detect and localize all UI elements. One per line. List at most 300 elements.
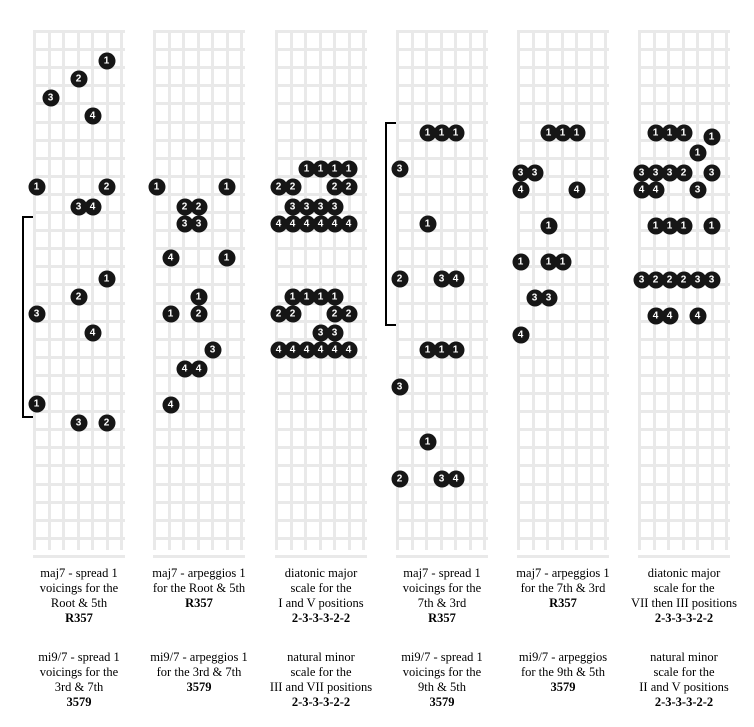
finger-dot: 4 (647, 182, 664, 199)
fret-line (396, 193, 488, 196)
fret-line (517, 211, 609, 214)
fret-line (638, 247, 730, 250)
fret-line (33, 464, 125, 467)
caption-line: for the 7th & 3rd (520, 581, 606, 595)
fret-line (275, 48, 367, 51)
fret-line (396, 121, 488, 124)
finger-dot: 2 (391, 471, 408, 488)
string-line (348, 30, 351, 550)
caption-code: 2-3-3-3-2-2 (654, 695, 714, 709)
finger-dot: 3 (28, 306, 45, 323)
fret-line (396, 302, 488, 305)
caption-top (383, 566, 501, 626)
caption-code: R357 (428, 611, 456, 625)
caption-bottom (20, 650, 138, 710)
caption-line: voicings for the (402, 581, 482, 595)
fret-line (33, 175, 125, 178)
finger-dot: 3 (70, 199, 87, 216)
caption-line: III and VII positions (269, 680, 373, 694)
string-line (517, 30, 520, 550)
finger-dot: 1 (326, 289, 343, 306)
fret-line (638, 211, 730, 214)
fretboard-column (20, 0, 138, 550)
finger-dot: 3 (526, 165, 543, 182)
finger-dot: 4 (689, 308, 706, 325)
fret-line (396, 537, 488, 540)
fret-line (33, 410, 125, 413)
fret-line (517, 283, 609, 286)
caption-line: mi9/7 - arpeggios 1 (150, 650, 248, 664)
fret-line (517, 48, 609, 51)
fret-line (33, 483, 125, 486)
finger-dot: 1 (554, 125, 571, 142)
finger-dot: 1 (148, 179, 165, 196)
fret-line (638, 102, 730, 105)
fret-line (33, 356, 125, 359)
finger-dot: 3 (689, 272, 706, 289)
finger-dot: 2 (340, 306, 357, 323)
fret-line (517, 121, 609, 124)
caption-line: for the 3rd & 7th (156, 665, 242, 679)
string-line (711, 30, 714, 550)
finger-dot: 1 (218, 250, 235, 267)
caption-line: voicings for the (39, 581, 119, 595)
caption-line: mi9/7 - spread 1 (38, 650, 120, 664)
fret-line (33, 555, 125, 558)
fret-line (396, 338, 488, 341)
finger-dot: 4 (84, 108, 101, 125)
fret-line (275, 446, 367, 449)
caption-bottom (504, 650, 622, 695)
string-line (682, 30, 685, 550)
finger-dot: 4 (84, 199, 101, 216)
fret-line (517, 193, 609, 196)
fret-line (638, 121, 730, 124)
finger-dot: 4 (298, 342, 315, 359)
finger-dot: 4 (284, 216, 301, 233)
finger-dot: 3 (204, 342, 221, 359)
finger-dot: 2 (270, 179, 287, 196)
finger-dot: 3 (391, 161, 408, 178)
finger-dot: 4 (340, 342, 357, 359)
fretboard-grid (153, 30, 245, 550)
fret-line (275, 555, 367, 558)
string-line (469, 30, 472, 550)
finger-dot: 4 (512, 182, 529, 199)
fret-line (153, 283, 245, 286)
finger-dot: 1 (703, 129, 720, 146)
finger-dot: 1 (312, 161, 329, 178)
finger-dot: 1 (419, 434, 436, 451)
caption-line: diatonic major (647, 566, 721, 580)
finger-dot: 3 (526, 290, 543, 307)
fretboard-column (504, 0, 622, 550)
fretboard-column (262, 0, 380, 550)
caption-code: 2-3-3-3-2-2 (654, 611, 714, 625)
fret-line (638, 48, 730, 51)
finger-dot: 1 (447, 342, 464, 359)
caption-top (262, 566, 380, 626)
fret-line (638, 302, 730, 305)
fret-line (638, 338, 730, 341)
fretboard-grid (275, 30, 367, 550)
fret-line (153, 464, 245, 467)
caption-bottom (625, 650, 743, 710)
finger-dot: 2 (326, 306, 343, 323)
fret-line (33, 229, 125, 232)
fret-line (153, 48, 245, 51)
finger-dot: 1 (326, 161, 343, 178)
finger-dot: 3 (42, 90, 59, 107)
finger-dot: 2 (284, 179, 301, 196)
finger-dot: 4 (647, 308, 664, 325)
fret-line (517, 102, 609, 105)
caption-bottom (140, 650, 258, 695)
finger-dot: 1 (98, 271, 115, 288)
fret-line (638, 555, 730, 558)
string-line (725, 30, 728, 550)
finger-dot: 3 (176, 216, 193, 233)
finger-dot: 3 (433, 471, 450, 488)
caption-code: 2-3-3-3-2-2 (291, 611, 351, 625)
finger-dot: 4 (633, 182, 650, 199)
finger-dot: 2 (391, 271, 408, 288)
finger-dot: 1 (419, 125, 436, 142)
fret-line (275, 102, 367, 105)
finger-dot: 4 (447, 471, 464, 488)
finger-dot: 2 (647, 272, 664, 289)
finger-dot: 3 (70, 415, 87, 432)
string-line (275, 30, 278, 550)
finger-dot: 1 (28, 179, 45, 196)
fret-line (275, 483, 367, 486)
fret-line (638, 501, 730, 504)
fret-line (153, 139, 245, 142)
caption-line: 9th & 5th (418, 680, 466, 694)
caption-line: maj7 - arpeggios 1 (152, 566, 246, 580)
fret-line (33, 374, 125, 377)
caption-line: mi9/7 - spread 1 (401, 650, 483, 664)
fret-line (33, 121, 125, 124)
caption-line: diatonic major (284, 566, 358, 580)
finger-dot: 4 (162, 397, 179, 414)
caption-line: 7th & 3rd (417, 596, 467, 610)
caption-line: II and V positions (639, 680, 729, 694)
finger-dot: 4 (270, 216, 287, 233)
finger-dot: 2 (190, 306, 207, 323)
fret-line (638, 84, 730, 87)
fret-line (638, 392, 730, 395)
fret-line (638, 464, 730, 467)
finger-dot: 3 (326, 199, 343, 216)
finger-dot: 1 (512, 254, 529, 271)
string-line (211, 30, 214, 550)
caption-code: 3579 (66, 695, 92, 709)
string-line (696, 30, 699, 550)
fret-line (396, 501, 488, 504)
position-bracket (385, 122, 396, 326)
finger-dot: 2 (98, 179, 115, 196)
fret-line (396, 392, 488, 395)
fret-line (275, 283, 367, 286)
fret-line (33, 537, 125, 540)
fret-line (275, 265, 367, 268)
caption-code: 3579 (550, 680, 576, 694)
fret-line (33, 139, 125, 142)
fret-line (153, 157, 245, 160)
finger-dot: 4 (661, 308, 678, 325)
fret-line (153, 66, 245, 69)
fret-line (396, 175, 488, 178)
finger-dot: 1 (540, 218, 557, 235)
fret-line (275, 428, 367, 431)
fret-line (517, 428, 609, 431)
fret-line (275, 139, 367, 142)
finger-dot: 2 (675, 272, 692, 289)
fret-line (153, 84, 245, 87)
finger-dot: 3 (326, 325, 343, 342)
finger-dot: 3 (312, 199, 329, 216)
finger-dot: 1 (540, 254, 557, 271)
fretboard-grid (517, 30, 609, 550)
finger-dot: 4 (270, 342, 287, 359)
finger-dot: 4 (312, 216, 329, 233)
fret-line (638, 519, 730, 522)
string-line (575, 30, 578, 550)
fret-line (517, 392, 609, 395)
fret-line (153, 175, 245, 178)
fret-line (275, 519, 367, 522)
caption-line: voicings for the (402, 665, 482, 679)
string-line (120, 30, 123, 550)
fret-line (517, 410, 609, 413)
fret-line (517, 157, 609, 160)
fret-line (396, 446, 488, 449)
fret-line (517, 464, 609, 467)
caption-line: maj7 - arpeggios 1 (516, 566, 610, 580)
fret-line (638, 537, 730, 540)
finger-dot: 2 (326, 179, 343, 196)
fretboard-column (625, 0, 743, 550)
finger-dot: 4 (284, 342, 301, 359)
caption-line: natural minor (650, 650, 718, 664)
caption-top (20, 566, 138, 626)
fret-line (517, 483, 609, 486)
fret-line (153, 30, 245, 33)
finger-dot: 3 (633, 165, 650, 182)
finger-dot: 1 (28, 396, 45, 413)
caption-top (625, 566, 743, 626)
fretboard-column (383, 0, 501, 550)
fret-line (33, 320, 125, 323)
fret-line (517, 66, 609, 69)
caption-top (504, 566, 622, 611)
string-line (153, 30, 156, 550)
fret-line (396, 30, 488, 33)
caption-code: R357 (185, 596, 213, 610)
fret-line (275, 392, 367, 395)
string-line (483, 30, 486, 550)
finger-dot: 4 (326, 216, 343, 233)
string-line (33, 30, 36, 550)
fret-line (638, 30, 730, 33)
fret-line (153, 483, 245, 486)
fret-line (638, 483, 730, 486)
finger-dot: 3 (703, 272, 720, 289)
caption-code: 3579 (429, 695, 455, 709)
finger-dot: 1 (540, 125, 557, 142)
string-line (604, 30, 607, 550)
finger-dot: 1 (647, 125, 664, 142)
caption-line: scale for the (290, 581, 352, 595)
fretboard-column (140, 0, 258, 550)
finger-dot: 1 (568, 125, 585, 142)
caption-bottom (262, 650, 380, 710)
finger-dot: 4 (84, 325, 101, 342)
finger-dot: 3 (703, 165, 720, 182)
fret-line (33, 247, 125, 250)
finger-dot: 2 (675, 165, 692, 182)
finger-dot: 4 (162, 250, 179, 267)
grid-lines (638, 30, 730, 550)
fret-line (275, 66, 367, 69)
caption-line: scale for the (290, 665, 352, 679)
fret-line (275, 84, 367, 87)
string-line (62, 30, 65, 550)
position-bracket (22, 216, 33, 418)
fret-line (638, 446, 730, 449)
finger-dot: 3 (540, 290, 557, 307)
finger-dot: 1 (433, 125, 450, 142)
fret-line (275, 247, 367, 250)
caption-line: 3rd & 7th (54, 680, 104, 694)
finger-dot: 3 (512, 165, 529, 182)
finger-dot: 2 (190, 199, 207, 216)
finger-dot: 1 (647, 218, 664, 235)
string-line (240, 30, 243, 550)
finger-dot: 1 (162, 306, 179, 323)
fret-line (517, 247, 609, 250)
finger-dot: 1 (689, 145, 706, 162)
fret-line (33, 519, 125, 522)
finger-dot: 3 (391, 379, 408, 396)
finger-dot: 4 (512, 327, 529, 344)
fret-line (33, 30, 125, 33)
fret-line (517, 519, 609, 522)
fret-line (153, 356, 245, 359)
finger-dot: 1 (419, 342, 436, 359)
fretboard-grid (396, 30, 488, 550)
fret-line (153, 555, 245, 558)
fret-line (638, 356, 730, 359)
finger-dot: 2 (661, 272, 678, 289)
fret-line (396, 410, 488, 413)
fret-line (517, 537, 609, 540)
fret-line (396, 428, 488, 431)
fret-line (396, 247, 488, 250)
finger-dot: 4 (326, 342, 343, 359)
fret-line (396, 519, 488, 522)
finger-dot: 4 (340, 216, 357, 233)
fret-line (153, 121, 245, 124)
caption-line: scale for the (653, 665, 715, 679)
fret-line (638, 265, 730, 268)
caption-line: maj7 - spread 1 (403, 566, 481, 580)
finger-dot: 1 (675, 218, 692, 235)
caption-line: for the Root & 5th (152, 581, 246, 595)
finger-dot: 4 (447, 271, 464, 288)
string-line (48, 30, 51, 550)
fret-line (33, 392, 125, 395)
finger-dot: 3 (298, 199, 315, 216)
finger-dot: 4 (190, 361, 207, 378)
finger-dot: 1 (298, 289, 315, 306)
fret-line (638, 66, 730, 69)
finger-dot: 3 (661, 165, 678, 182)
fret-line (638, 410, 730, 413)
finger-dot: 1 (298, 161, 315, 178)
finger-dot: 1 (447, 125, 464, 142)
fret-line (275, 157, 367, 160)
finger-dot: 1 (284, 289, 301, 306)
fret-line (517, 320, 609, 323)
finger-dot: 1 (675, 125, 692, 142)
fret-line (396, 464, 488, 467)
fret-line (517, 30, 609, 33)
fret-line (396, 48, 488, 51)
caption-line: natural minor (287, 650, 355, 664)
caption-code: R357 (65, 611, 93, 625)
fret-line (396, 211, 488, 214)
fret-line (517, 446, 609, 449)
caption-line: maj7 - spread 1 (40, 566, 118, 580)
fret-line (275, 537, 367, 540)
fret-line (153, 102, 245, 105)
finger-dot: 1 (554, 254, 571, 271)
caption-line: voicings for the (39, 665, 119, 679)
fret-line (153, 338, 245, 341)
finger-dot: 1 (190, 289, 207, 306)
finger-dot: 1 (703, 218, 720, 235)
caption-top (140, 566, 258, 611)
finger-dot: 1 (419, 216, 436, 233)
finger-dot: 2 (270, 306, 287, 323)
fret-line (33, 48, 125, 51)
fret-line (638, 374, 730, 377)
fret-line (153, 428, 245, 431)
fretboard-grid (33, 30, 125, 550)
fret-line (517, 374, 609, 377)
finger-dot: 1 (218, 179, 235, 196)
fretboard-grid (638, 30, 730, 550)
finger-dot: 4 (568, 182, 585, 199)
fret-line (396, 157, 488, 160)
finger-dot: 2 (176, 199, 193, 216)
fret-line (517, 229, 609, 232)
fret-line (638, 428, 730, 431)
caption-bottom (383, 650, 501, 710)
string-line (106, 30, 109, 550)
fret-line (396, 84, 488, 87)
caption-code: 3579 (186, 680, 212, 694)
fret-line (33, 157, 125, 160)
finger-dot: 3 (647, 165, 664, 182)
caption-line: I and V positions (278, 596, 364, 610)
caption-line: mi9/7 - arpeggios (518, 650, 608, 664)
fret-line (153, 519, 245, 522)
fret-line (517, 501, 609, 504)
fret-line (396, 374, 488, 377)
